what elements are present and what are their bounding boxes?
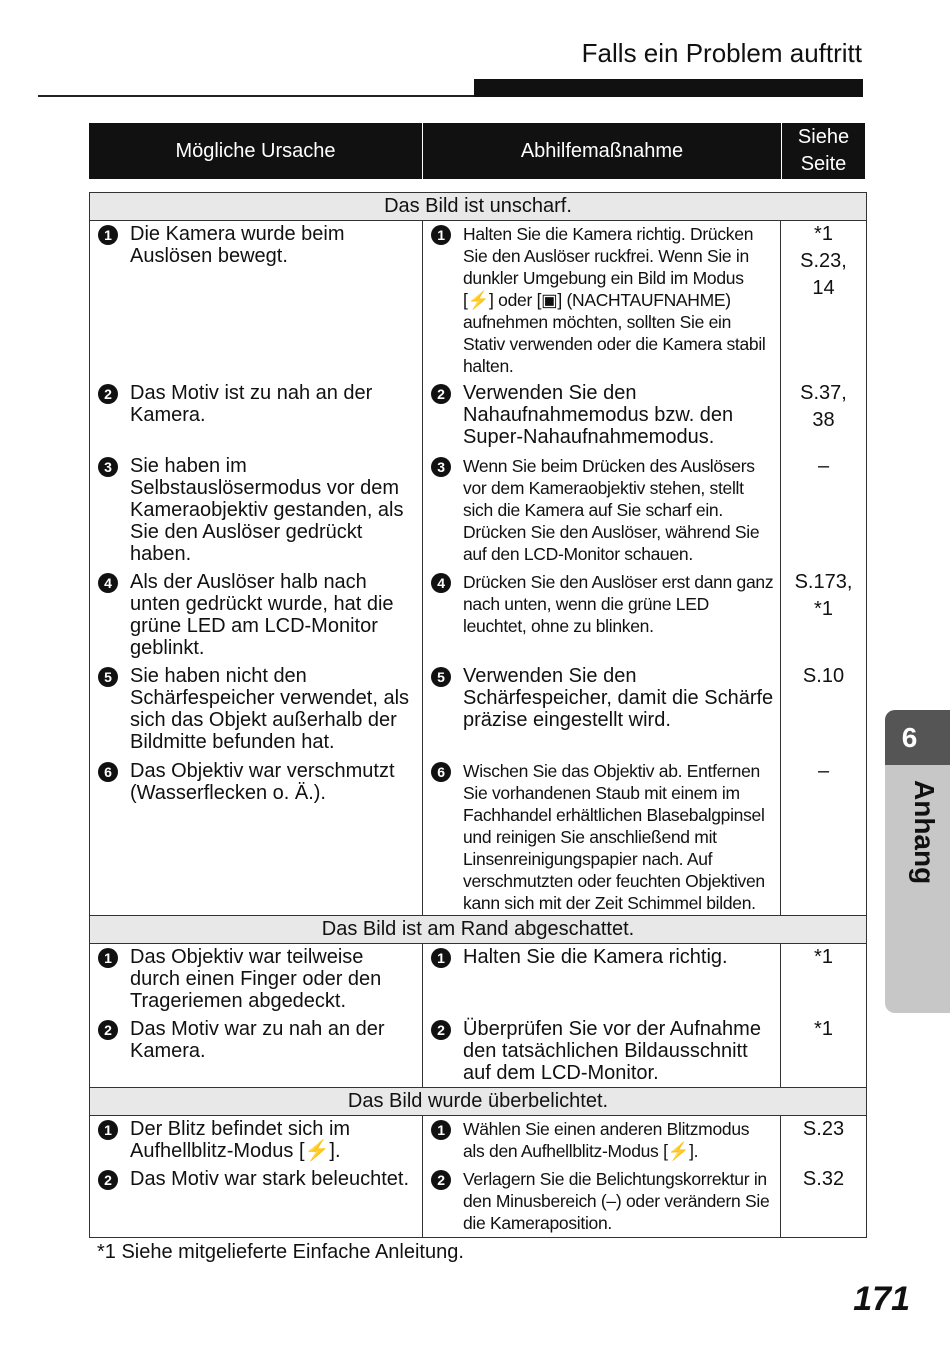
remedy-cell xyxy=(423,758,781,915)
section-title: Das Bild ist am Rand abgeschattet. xyxy=(90,915,866,944)
cause-cell xyxy=(90,221,423,380)
page-reference: – xyxy=(817,760,830,782)
step-number-icon: 6 xyxy=(98,762,118,782)
step-number-icon: 6 xyxy=(431,762,451,782)
page-reference: S.32 xyxy=(802,1168,845,1190)
column-header-remedy: Abhilfemaßnahme xyxy=(423,123,782,179)
cause-text: Das Motiv ist zu nah an der Kamera. xyxy=(130,382,373,426)
table-row xyxy=(90,944,866,1016)
chapter-label: Anhang xyxy=(909,780,940,885)
step-number-icon: 5 xyxy=(431,667,451,687)
header-rule-thin xyxy=(38,95,474,97)
remedy-cell xyxy=(423,453,781,569)
remedy-text: Wischen Sie das Objektiv ab. Entfernen Sie vorhandenen Staub mit einem im Fachhandel erhältlichen Blasebalgpinsel und reinigen Sie anschließend mit Linsenreinigungspapier nach. Auf verschmutzten oder feuchten Objektiven kann sich mit der Zeit Schimmel bilden. xyxy=(463,761,765,913)
remedy-text: Halten Sie die Kamera richtig. Drücken Sie den Auslöser ruckfrei. Wenn Sie in dunkler Umgebung ein Bild im Modus [⚡] oder [▣] (NACHTAUFNAHME) aufnehmen möchten, sollten Sie ein Stativ verwenden oder die Kamera stabil halten. xyxy=(463,224,766,376)
cause-cell xyxy=(90,1016,423,1087)
remedy-cell xyxy=(423,1166,781,1237)
cause-text: Der Blitz befindet sich im Aufhellblitz-Modus [⚡]. xyxy=(130,1118,351,1162)
remedy-text: Drücken Sie den Auslöser erst dann ganz nach unten, wenn die grüne LED leuchtet, ohne zu blinken. xyxy=(463,572,774,636)
table-section xyxy=(90,193,866,915)
cause-cell xyxy=(90,758,423,915)
remedy-text: Verwenden Sie den Schärfespeicher, damit die Schärfe präzise eingestellt wird. xyxy=(463,665,774,731)
header-rule-thick xyxy=(474,79,863,97)
remedy-cell xyxy=(423,1116,781,1166)
remedy-cell xyxy=(423,663,781,758)
cause-text: Als der Auslöser halb nach unten gedrückt wurde, hat die grüne LED am LCD-Monitor geblinkt. xyxy=(130,571,394,659)
cause-cell xyxy=(90,569,423,663)
cause-cell xyxy=(90,1166,423,1237)
step-number-icon: 2 xyxy=(98,1020,118,1040)
page-reference: S.10 xyxy=(802,665,845,687)
cause-cell xyxy=(90,380,423,453)
page-reference: S.23 xyxy=(802,1118,845,1140)
step-number-icon: 2 xyxy=(431,1170,451,1190)
step-number-icon: 3 xyxy=(431,457,451,477)
step-number-icon: 1 xyxy=(98,1120,118,1140)
table-row xyxy=(90,569,866,663)
remedy-cell xyxy=(423,1016,781,1087)
section-title: Das Bild ist unscharf. xyxy=(90,193,866,221)
column-header-page: Siehe Seite xyxy=(797,126,850,175)
remedy-text: Wählen Sie einen anderen Blitzmodus als den Aufhellblitz-Modus [⚡]. xyxy=(463,1119,750,1161)
page-reference: *1 xyxy=(814,946,833,968)
troubleshooting-table xyxy=(89,192,867,1238)
table-row xyxy=(90,663,866,758)
remedy-cell xyxy=(423,569,781,663)
table-row xyxy=(90,380,866,453)
cause-text: Die Kamera wurde beim Auslösen bewegt. xyxy=(130,223,345,267)
cause-text: Sie haben nicht den Schärfespeicher verwendet, als sich das Objekt außerhalb der Bildmitte befunden hat. xyxy=(130,665,410,753)
page-reference: S.173, *1 xyxy=(794,571,853,620)
table-row xyxy=(90,221,866,380)
remedy-text: Verlagern Sie die Belichtungskorrektur in den Minusbereich (–) oder verändern Sie die Kameraposition. xyxy=(463,1169,770,1233)
step-number-icon: 2 xyxy=(98,384,118,404)
table-row xyxy=(90,453,866,569)
cause-text: Das Objektiv war teilweise durch einen Finger oder den Trageriemen abgedeckt. xyxy=(130,946,382,1012)
remedy-cell xyxy=(423,380,781,453)
table-row xyxy=(90,1166,866,1237)
cause-cell xyxy=(90,1116,423,1166)
step-number-icon: 1 xyxy=(431,948,451,968)
page-reference: S.37, 38 xyxy=(800,382,847,431)
step-number-icon: 2 xyxy=(431,1020,451,1040)
table-row xyxy=(90,1016,866,1087)
cause-text: Das Motiv war zu nah an der Kamera. xyxy=(130,1018,385,1062)
cause-text: Das Motiv war stark beleuchtet. xyxy=(130,1168,409,1190)
section-title: Das Bild wurde überbelichtet. xyxy=(90,1087,866,1116)
step-number-icon: 3 xyxy=(98,457,118,477)
remedy-text: Wenn Sie beim Drücken des Auslösers vor dem Kameraobjektiv stehen, stellt sich die Kamera auf Sie scharf ein. Drücken Sie den Auslöser, während Sie auf den LCD-Monitor schauen. xyxy=(463,456,760,564)
cause-cell xyxy=(90,944,423,1016)
step-number-icon: 1 xyxy=(431,225,451,245)
remedy-text: Überprüfen Sie vor der Aufnahme den tatsächlichen Bildausschnitt auf dem LCD-Monitor. xyxy=(463,1018,761,1084)
remedy-cell xyxy=(423,221,781,380)
step-number-icon: 1 xyxy=(98,948,118,968)
cause-cell xyxy=(90,453,423,569)
chapter-number: 6 xyxy=(885,710,950,765)
table-row xyxy=(90,1116,866,1166)
cause-text: Das Objektiv war verschmutzt (Wasserflecken o. Ä.). xyxy=(130,760,395,804)
step-number-icon: 4 xyxy=(431,573,451,593)
remedy-cell xyxy=(423,944,781,1016)
step-number-icon: 2 xyxy=(431,384,451,404)
table-section xyxy=(90,1087,866,1237)
table-header xyxy=(89,123,865,179)
table-section xyxy=(90,915,866,1087)
page-number: 171 xyxy=(853,1280,910,1318)
step-number-icon: 1 xyxy=(98,225,118,245)
remedy-text: Verwenden Sie den Nahaufnahmemodus bzw. den Super-Nahaufnahmemodus. xyxy=(463,382,734,448)
cause-cell xyxy=(90,663,423,758)
table-row xyxy=(90,758,866,915)
page-reference: *1 xyxy=(814,1018,833,1040)
step-number-icon: 2 xyxy=(98,1170,118,1190)
remedy-text: Halten Sie die Kamera richtig. xyxy=(463,946,728,968)
step-number-icon: 4 xyxy=(98,573,118,593)
step-number-icon: 5 xyxy=(98,667,118,687)
cause-text: Sie haben im Selbstauslösermodus vor dem Kameraobjektiv gestanden, als Sie den Auslöser gedrückt haben. xyxy=(130,455,404,565)
footnote: *1 Siehe mitgelieferte Einfache Anleitung. xyxy=(97,1241,464,1263)
page-reference: – xyxy=(817,455,830,477)
step-number-icon: 1 xyxy=(431,1120,451,1140)
page-reference: *1 S.23, 14 xyxy=(800,223,847,299)
page-title: Falls ein Problem auftritt xyxy=(581,38,862,68)
column-header-cause: Mögliche Ursache xyxy=(89,123,423,179)
